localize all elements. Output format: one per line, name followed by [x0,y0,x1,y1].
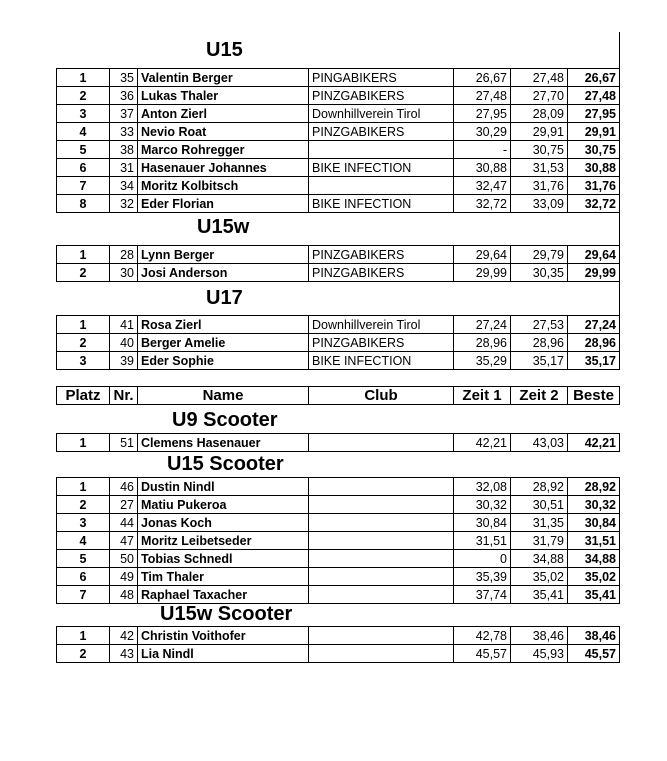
table-row [57,334,620,352]
cell-zeit2: 30,51 [511,496,568,514]
cell-name: Lukas Thaler [138,87,309,105]
cell-zeit2: 29,79 [511,246,568,264]
cell-name: Josi Anderson [138,264,309,282]
cell-club [309,550,454,568]
cell-platz: 2 [57,496,110,514]
cell-platz: 6 [57,568,110,586]
cell-club: PINZGABIKERS [309,246,454,264]
section-title-u15w: U15w [197,216,250,238]
cell-name: Moritz Leibetseder [138,532,309,550]
table-row [57,496,620,514]
cell-zeit1: 27,48 [454,87,511,105]
cell-name: Christin Voithofer [138,627,309,645]
cell-nr: 46 [110,478,138,496]
results-table-u17 [56,315,620,370]
cell-nr: 33 [110,123,138,141]
table-body [57,246,620,282]
cell-zeit1: 42,78 [454,627,511,645]
cell-beste: 26,67 [568,69,620,87]
cell-nr: 39 [110,352,138,370]
cell-name: Tim Thaler [138,568,309,586]
cell-platz: 1 [57,478,110,496]
cell-zeit2: 31,35 [511,514,568,532]
cell-platz: 7 [57,586,110,604]
table-row [57,177,620,195]
cell-club: BIKE INFECTION [309,195,454,213]
cell-nr: 51 [110,434,138,452]
cell-beste: 35,41 [568,586,620,604]
cell-name: Dustin Nindl [138,478,309,496]
section-title-u17: U17 [206,287,243,309]
table-body [57,478,620,604]
table-row [57,627,620,645]
cell-nr: 32 [110,195,138,213]
cell-nr: 49 [110,568,138,586]
cell-club [309,177,454,195]
cell-nr: 48 [110,586,138,604]
cell-beste: 27,95 [568,105,620,123]
cell-club [309,496,454,514]
table-row [57,141,620,159]
cell-club: PINZGABIKERS [309,334,454,352]
cell-zeit2: 28,92 [511,478,568,496]
cell-platz: 3 [57,105,110,123]
table-body [57,316,620,370]
page-right-rule [619,209,620,245]
cell-beste: 35,02 [568,568,620,586]
cell-zeit1: 45,57 [454,645,511,663]
cell-zeit2: 38,46 [511,627,568,645]
cell-platz: 6 [57,159,110,177]
cell-club [309,532,454,550]
cell-platz: 1 [57,627,110,645]
cell-zeit2: 29,91 [511,123,568,141]
table-row [57,568,620,586]
cell-zeit2: 35,41 [511,586,568,604]
cell-beste: 38,46 [568,627,620,645]
cell-club: BIKE INFECTION [309,159,454,177]
cell-zeit2: 33,09 [511,195,568,213]
cell-zeit2: 27,53 [511,316,568,334]
header-platz: Platz [57,387,110,405]
cell-zeit1: 32,72 [454,195,511,213]
cell-zeit2: 31,76 [511,177,568,195]
cell-beste: 30,32 [568,496,620,514]
cell-zeit1: 30,84 [454,514,511,532]
table-row [57,586,620,604]
cell-zeit2: 43,03 [511,434,568,452]
cell-zeit1: 0 [454,550,511,568]
cell-nr: 47 [110,532,138,550]
cell-beste: 29,99 [568,264,620,282]
cell-platz: 2 [57,334,110,352]
cell-platz: 8 [57,195,110,213]
cell-nr: 50 [110,550,138,568]
table-row [57,159,620,177]
cell-beste: 27,24 [568,316,620,334]
cell-name: Clemens Hasenauer [138,434,309,452]
cell-club: PINGABIKERS [309,69,454,87]
section-title-u15: U15 [206,39,243,61]
cell-platz: 4 [57,123,110,141]
cell-name: Lynn Berger [138,246,309,264]
cell-zeit2: 30,75 [511,141,568,159]
cell-beste: 42,21 [568,434,620,452]
cell-name: Rosa Zierl [138,316,309,334]
cell-zeit1: 29,64 [454,246,511,264]
cell-zeit1: 30,88 [454,159,511,177]
cell-club [309,478,454,496]
table-row [57,69,620,87]
cell-zeit1: 35,39 [454,568,511,586]
cell-nr: 38 [110,141,138,159]
cell-nr: 27 [110,496,138,514]
cell-zeit2: 35,17 [511,352,568,370]
table-body [57,69,620,213]
cell-zeit1: 26,67 [454,69,511,87]
header-club: Club [309,387,454,405]
cell-beste: 34,88 [568,550,620,568]
cell-zeit2: 45,93 [511,645,568,663]
page-right-rule [619,279,620,315]
cell-beste: 31,76 [568,177,620,195]
cell-club [309,434,454,452]
cell-zeit1: 35,29 [454,352,511,370]
cell-zeit1: - [454,141,511,159]
cell-name: Berger Amelie [138,334,309,352]
cell-name: Eder Florian [138,195,309,213]
cell-beste: 28,96 [568,334,620,352]
cell-beste: 32,72 [568,195,620,213]
table-row [57,195,620,213]
cell-beste: 30,75 [568,141,620,159]
table-row [57,550,620,568]
cell-beste: 28,92 [568,478,620,496]
cell-zeit1: 32,47 [454,177,511,195]
cell-beste: 45,57 [568,645,620,663]
cell-zeit1: 30,32 [454,496,511,514]
table-row [57,352,620,370]
cell-platz: 5 [57,141,110,159]
cell-zeit2: 30,35 [511,264,568,282]
cell-name: Hasenauer Johannes [138,159,309,177]
cell-platz: 1 [57,246,110,264]
header-zeit2: Zeit 2 [511,387,568,405]
table-row [57,645,620,663]
cell-zeit1: 27,24 [454,316,511,334]
cell-zeit2: 35,02 [511,568,568,586]
cell-nr: 31 [110,159,138,177]
cell-platz: 5 [57,550,110,568]
cell-name: Tobias Schnedl [138,550,309,568]
cell-club: Downhillverein Tirol [309,316,454,334]
cell-platz: 7 [57,177,110,195]
results-table-u15w-scooter [56,626,620,663]
cell-name: Raphael Taxacher [138,586,309,604]
cell-zeit1: 29,99 [454,264,511,282]
cell-name: Anton Zierl [138,105,309,123]
cell-zeit2: 34,88 [511,550,568,568]
cell-club [309,627,454,645]
cell-zeit1: 30,29 [454,123,511,141]
cell-club [309,586,454,604]
cell-platz: 1 [57,316,110,334]
cell-club [309,645,454,663]
cell-name: Matiu Pukeroa [138,496,309,514]
header-nr: Nr. [110,387,138,405]
table-row [57,514,620,532]
cell-name: Moritz Kolbitsch [138,177,309,195]
cell-name: Marco Rohregger [138,141,309,159]
section-title-u15w-scooter: U15w Scooter [160,603,293,625]
table-row [57,105,620,123]
cell-club: Downhillverein Tirol [309,105,454,123]
cell-zeit1: 42,21 [454,434,511,452]
cell-zeit2: 31,53 [511,159,568,177]
table-row [57,478,620,496]
results-table-u15 [56,68,620,213]
cell-zeit1: 32,08 [454,478,511,496]
cell-beste: 30,88 [568,159,620,177]
cell-club: BIKE INFECTION [309,352,454,370]
cell-club [309,514,454,532]
results-table-header [56,386,620,405]
cell-zeit2: 31,79 [511,532,568,550]
cell-platz: 4 [57,532,110,550]
cell-platz: 2 [57,264,110,282]
cell-club [309,141,454,159]
results-table-u15-scooter [56,477,620,604]
table-row [57,532,620,550]
header-name: Name [138,387,309,405]
cell-zeit2: 28,96 [511,334,568,352]
cell-club: PINZGABIKERS [309,123,454,141]
results-table-u15w [56,245,620,282]
cell-nr: 37 [110,105,138,123]
cell-beste: 29,91 [568,123,620,141]
cell-nr: 41 [110,316,138,334]
cell-zeit2: 27,70 [511,87,568,105]
results-table-u9-scooter [56,433,620,452]
table-body [57,434,620,452]
cell-zeit1: 28,96 [454,334,511,352]
cell-nr: 40 [110,334,138,352]
section-title-u9-scooter: U9 Scooter [172,409,278,431]
cell-platz: 1 [57,69,110,87]
cell-nr: 30 [110,264,138,282]
cell-zeit2: 28,09 [511,105,568,123]
cell-name: Valentin Berger [138,69,309,87]
cell-platz: 3 [57,514,110,532]
cell-platz: 3 [57,352,110,370]
table-row [57,434,620,452]
cell-beste: 30,84 [568,514,620,532]
cell-name: Nevio Roat [138,123,309,141]
table-row [57,87,620,105]
cell-nr: 34 [110,177,138,195]
cell-platz: 2 [57,87,110,105]
cell-name: Eder Sophie [138,352,309,370]
table-row [57,264,620,282]
header-row [57,387,620,405]
cell-zeit2: 27,48 [511,69,568,87]
table-row [57,123,620,141]
cell-zeit1: 37,74 [454,586,511,604]
table-row [57,316,620,334]
page-right-rule [619,32,620,68]
section-title-u15-scooter: U15 Scooter [167,453,284,475]
cell-platz: 1 [57,434,110,452]
cell-club: PINZGABIKERS [309,87,454,105]
table-body [57,627,620,663]
cell-platz: 2 [57,645,110,663]
cell-name: Lia Nindl [138,645,309,663]
cell-nr: 35 [110,69,138,87]
table-row [57,246,620,264]
cell-name: Jonas Koch [138,514,309,532]
cell-nr: 44 [110,514,138,532]
cell-nr: 42 [110,627,138,645]
cell-zeit1: 31,51 [454,532,511,550]
cell-beste: 31,51 [568,532,620,550]
cell-nr: 36 [110,87,138,105]
cell-beste: 29,64 [568,246,620,264]
cell-club: PINZGABIKERS [309,264,454,282]
header-zeit1: Zeit 1 [454,387,511,405]
cell-beste: 35,17 [568,352,620,370]
cell-nr: 43 [110,645,138,663]
cell-club [309,568,454,586]
header-beste: Beste [568,387,620,405]
cell-nr: 28 [110,246,138,264]
cell-beste: 27,48 [568,87,620,105]
cell-zeit1: 27,95 [454,105,511,123]
